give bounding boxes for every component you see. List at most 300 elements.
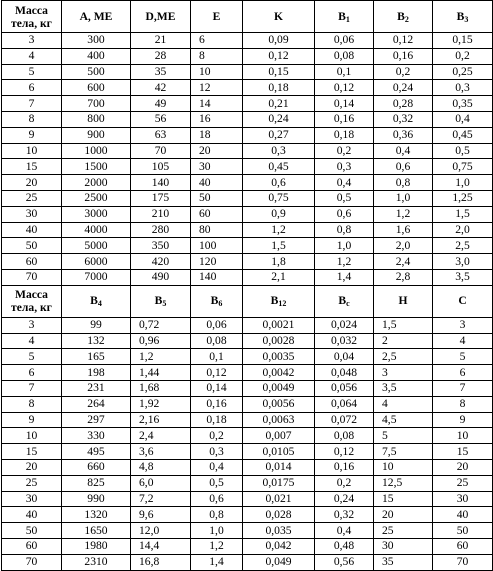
value-cell: 280: [131, 222, 191, 238]
value-cell: 3,6: [131, 444, 191, 460]
value-cell: 42: [131, 80, 191, 96]
value-cell: 490: [131, 269, 191, 285]
column-header-label: B: [90, 294, 98, 308]
value-cell: 1,0: [191, 523, 243, 539]
value-cell: 0,12: [315, 80, 374, 96]
body-mass-cell: 25: [2, 475, 62, 491]
column-header-label: H: [398, 294, 408, 308]
value-cell: 0,25: [433, 64, 493, 80]
value-cell: 2,1: [243, 269, 315, 285]
value-cell: 1650: [62, 523, 131, 539]
column-header-label: Масса тела, кг: [11, 288, 52, 315]
value-cell: 0,4: [191, 459, 243, 475]
body-mass-cell: 40: [2, 222, 62, 238]
value-cell: 297: [62, 412, 131, 428]
value-cell: 495: [62, 444, 131, 460]
value-cell: 0,042: [243, 538, 315, 554]
body-mass-cell: 60: [2, 538, 62, 554]
value-cell: 0,0042: [243, 365, 315, 381]
value-cell: 175: [131, 190, 191, 206]
value-cell: 0,04: [315, 349, 374, 365]
value-cell: 1,0: [433, 175, 493, 191]
value-cell: 4,8: [131, 459, 191, 475]
value-cell: 0,6: [374, 159, 433, 175]
value-cell: 28: [131, 48, 191, 64]
value-cell: 0,14: [315, 96, 374, 112]
column-header-subscript: 12: [278, 299, 287, 309]
value-cell: 12: [191, 80, 243, 96]
table-row: [2, 380, 493, 396]
table-row: [2, 254, 493, 270]
value-cell: 1000: [62, 143, 131, 159]
value-cell: 40: [191, 175, 243, 191]
column-header-subscript: 4: [97, 299, 102, 309]
value-cell: 0,08: [315, 48, 374, 64]
value-cell: 4: [374, 396, 433, 412]
column-header: [243, 1, 315, 33]
table-row: [2, 111, 493, 127]
value-cell: 1,5: [433, 206, 493, 222]
value-cell: 60: [191, 206, 243, 222]
value-cell: 0,3: [243, 143, 315, 159]
value-cell: 0,6: [243, 175, 315, 191]
value-cell: 1,68: [131, 380, 191, 396]
value-cell: 0,15: [433, 33, 493, 49]
value-cell: 10: [433, 428, 493, 444]
value-cell: 0,5: [191, 475, 243, 491]
body-mass-cell: 60: [2, 254, 62, 270]
value-cell: 0,18: [315, 127, 374, 143]
value-cell: 18: [191, 127, 243, 143]
value-cell: 0,12: [243, 48, 315, 64]
value-cell: 0,048: [315, 365, 374, 381]
column-header-label: E: [212, 9, 221, 23]
table-row: [2, 475, 493, 491]
value-cell: 0,1: [191, 349, 243, 365]
value-cell: 0,0035: [243, 349, 315, 365]
value-cell: 35: [131, 64, 191, 80]
value-cell: 5: [433, 349, 493, 365]
table-row: [2, 523, 493, 539]
body-mass-cell: 40: [2, 507, 62, 523]
column-header-label: B: [397, 9, 405, 23]
value-cell: 0,4: [315, 175, 374, 191]
table-row: [2, 175, 493, 191]
body-mass-cell: 30: [2, 491, 62, 507]
value-cell: 63: [131, 127, 191, 143]
value-cell: 300: [62, 33, 131, 49]
value-cell: 0,024: [315, 317, 374, 333]
value-cell: 50: [191, 190, 243, 206]
value-cell: 0,12: [374, 33, 433, 49]
value-cell: 0,45: [243, 159, 315, 175]
table-row: [2, 554, 493, 570]
value-cell: 30: [374, 538, 433, 554]
value-cell: 0,4: [433, 111, 493, 127]
value-cell: 210: [131, 206, 191, 222]
value-cell: 4000: [62, 222, 131, 238]
value-cell: 0,75: [243, 190, 315, 206]
value-cell: 120: [191, 254, 243, 270]
value-cell: 0,09: [243, 33, 315, 49]
body-mass-cell: 5: [2, 349, 62, 365]
value-cell: 56: [131, 111, 191, 127]
table-row: [2, 349, 493, 365]
column-header-label: Масса тела, кг: [11, 3, 52, 30]
value-cell: 70: [131, 143, 191, 159]
value-cell: 0,24: [315, 491, 374, 507]
value-cell: 1,6: [374, 222, 433, 238]
table-row: [2, 222, 493, 238]
value-cell: 99: [62, 317, 131, 333]
value-cell: 0,014: [243, 459, 315, 475]
body-mass-cell: 10: [2, 143, 62, 159]
value-cell: 0,12: [191, 365, 243, 381]
value-cell: 16,8: [131, 554, 191, 570]
value-cell: 140: [191, 269, 243, 285]
body-mass-cell: 50: [2, 238, 62, 254]
column-header-label: C: [458, 294, 467, 308]
value-cell: 30: [433, 491, 493, 507]
column-header-label: B: [456, 9, 465, 23]
table-row: [2, 190, 493, 206]
body-mass-cell: 25: [2, 190, 62, 206]
value-cell: 0,3: [315, 159, 374, 175]
value-cell: 15: [374, 491, 433, 507]
value-cell: 1,4: [315, 269, 374, 285]
value-cell: 2,0: [374, 238, 433, 254]
body-mass-cell: 6: [2, 365, 62, 381]
value-cell: 2,0: [433, 222, 493, 238]
value-cell: 0,18: [191, 412, 243, 428]
value-cell: 0,028: [243, 507, 315, 523]
value-cell: 105: [131, 159, 191, 175]
value-cell: 6: [433, 365, 493, 381]
value-cell: 0,21: [243, 96, 315, 112]
table-row: [2, 491, 493, 507]
value-cell: 0,4: [374, 143, 433, 159]
value-cell: 14: [191, 96, 243, 112]
body-mass-cell: 70: [2, 554, 62, 570]
value-cell: 0,72: [131, 317, 191, 333]
value-cell: 420: [131, 254, 191, 270]
value-cell: 1,44: [131, 365, 191, 381]
table-row: [2, 507, 493, 523]
value-cell: 350: [131, 238, 191, 254]
value-cell: 0,064: [315, 396, 374, 412]
value-cell: 0,8: [315, 222, 374, 238]
value-cell: 800: [62, 111, 131, 127]
value-cell: 0,0049: [243, 380, 315, 396]
value-cell: 0,0021: [243, 317, 315, 333]
value-cell: 0,45: [433, 127, 493, 143]
value-cell: 49: [131, 96, 191, 112]
value-cell: 0,2: [374, 64, 433, 80]
column-header-label: B: [338, 9, 346, 23]
value-cell: 0,18: [243, 80, 315, 96]
value-cell: 0,0028: [243, 333, 315, 349]
value-cell: 0,27: [243, 127, 315, 143]
column-header-subscript: 5: [162, 299, 167, 309]
column-header: [62, 1, 131, 33]
value-cell: 0,14: [191, 380, 243, 396]
column-header: [131, 1, 191, 33]
value-cell: 20: [374, 507, 433, 523]
body-mass-cell: 9: [2, 127, 62, 143]
table-row: [2, 80, 493, 96]
table-row: [2, 365, 493, 381]
value-cell: 0,24: [243, 111, 315, 127]
value-cell: 4,5: [374, 412, 433, 428]
value-cell: 35: [374, 554, 433, 570]
value-cell: 0,36: [374, 127, 433, 143]
value-cell: 2,8: [374, 269, 433, 285]
value-cell: 40: [433, 507, 493, 523]
table-row: [2, 96, 493, 112]
column-header-label: D,ME: [145, 9, 176, 23]
value-cell: 1980: [62, 538, 131, 554]
column-header: [315, 1, 374, 33]
body-mass-cell: 5: [2, 64, 62, 80]
value-cell: 10: [191, 64, 243, 80]
body-mass-cell: 7: [2, 380, 62, 396]
column-header-label: A, ME: [79, 9, 113, 23]
value-cell: 10: [374, 459, 433, 475]
value-cell: 0,3: [191, 444, 243, 460]
column-header-subscript: 3: [464, 14, 469, 24]
body-mass-cell: 20: [2, 175, 62, 191]
table-row: [2, 444, 493, 460]
value-cell: 6,0: [131, 475, 191, 491]
value-cell: 16: [191, 111, 243, 127]
value-cell: 8: [191, 48, 243, 64]
body-mass-cell: 6: [2, 80, 62, 96]
body-mass-cell: 7: [2, 96, 62, 112]
value-cell: 1,4: [191, 554, 243, 570]
value-cell: 14,4: [131, 538, 191, 554]
value-cell: 50: [433, 523, 493, 539]
value-cell: 12,5: [374, 475, 433, 491]
body-mass-cell: 30: [2, 206, 62, 222]
column-header: [2, 285, 62, 317]
table-row: [2, 459, 493, 475]
value-cell: 0,08: [191, 333, 243, 349]
body-mass-cell: 15: [2, 159, 62, 175]
value-cell: 0,8: [374, 175, 433, 191]
header-row: [2, 285, 493, 317]
value-cell: 0,032: [315, 333, 374, 349]
value-cell: 0,072: [315, 412, 374, 428]
value-cell: 5: [374, 428, 433, 444]
body-mass-cell: 15: [2, 444, 62, 460]
value-cell: 20: [191, 143, 243, 159]
value-cell: 60: [433, 538, 493, 554]
table-row: [2, 48, 493, 64]
column-header: [131, 285, 191, 317]
value-cell: 231: [62, 380, 131, 396]
column-header: [243, 285, 315, 317]
value-cell: 0,06: [315, 33, 374, 49]
table-row: [2, 33, 493, 49]
value-cell: 0,5: [433, 143, 493, 159]
value-cell: 0,15: [243, 64, 315, 80]
value-cell: 400: [62, 48, 131, 64]
value-cell: 7000: [62, 269, 131, 285]
column-header: [191, 1, 243, 33]
value-cell: 700: [62, 96, 131, 112]
value-cell: 198: [62, 365, 131, 381]
table-row: [2, 206, 493, 222]
value-cell: 1,2: [315, 254, 374, 270]
value-cell: 0,2: [433, 48, 493, 64]
column-header-label: B: [338, 294, 347, 308]
value-cell: 9: [433, 412, 493, 428]
value-cell: 9,6: [131, 507, 191, 523]
value-cell: 3,5: [433, 269, 493, 285]
value-cell: 100: [191, 238, 243, 254]
value-cell: 0,08: [315, 428, 374, 444]
value-cell: 825: [62, 475, 131, 491]
value-cell: 1,0: [374, 190, 433, 206]
value-cell: 3000: [62, 206, 131, 222]
value-cell: 7,5: [374, 444, 433, 460]
value-cell: 500: [62, 64, 131, 80]
value-cell: 1,2: [374, 206, 433, 222]
value-cell: 0,2: [191, 428, 243, 444]
body-mass-cell: 8: [2, 111, 62, 127]
column-header: [62, 285, 131, 317]
value-cell: 80: [191, 222, 243, 238]
value-cell: 0,35: [433, 96, 493, 112]
value-cell: 30: [191, 159, 243, 175]
value-cell: 5000: [62, 238, 131, 254]
value-cell: 330: [62, 428, 131, 444]
table-row: [2, 127, 493, 143]
body-mass-cell: 3: [2, 33, 62, 49]
value-cell: 0,75: [433, 159, 493, 175]
value-cell: 0,0063: [243, 412, 315, 428]
value-cell: 2310: [62, 554, 131, 570]
value-cell: 3: [433, 317, 493, 333]
value-cell: 0,6: [191, 491, 243, 507]
value-cell: 600: [62, 80, 131, 96]
body-mass-cell: 10: [2, 428, 62, 444]
table-row: [2, 317, 493, 333]
value-cell: 660: [62, 459, 131, 475]
body-mass-cell: 20: [2, 459, 62, 475]
vitamin-dosage-table: [1, 0, 493, 571]
value-cell: 0,007: [243, 428, 315, 444]
value-cell: 1,2: [243, 222, 315, 238]
body-mass-cell: 8: [2, 396, 62, 412]
value-cell: 1,25: [433, 190, 493, 206]
value-cell: 7: [433, 380, 493, 396]
body-mass-cell: 70: [2, 269, 62, 285]
value-cell: 0,4: [315, 523, 374, 539]
table-row: [2, 333, 493, 349]
value-cell: 990: [62, 491, 131, 507]
value-cell: 0,16: [315, 459, 374, 475]
value-cell: 0,2: [315, 143, 374, 159]
body-mass-cell: 4: [2, 48, 62, 64]
body-mass-cell: 9: [2, 412, 62, 428]
value-cell: 0,3: [433, 80, 493, 96]
column-header: [374, 1, 433, 33]
table-row: [2, 412, 493, 428]
column-header: [191, 285, 243, 317]
value-cell: 4: [433, 333, 493, 349]
column-header-subscript: 2: [404, 14, 409, 24]
column-header: [315, 285, 374, 317]
value-cell: 3: [374, 365, 433, 381]
value-cell: 3,0: [433, 254, 493, 270]
value-cell: 6000: [62, 254, 131, 270]
value-cell: 2,4: [374, 254, 433, 270]
value-cell: 1,2: [131, 349, 191, 365]
value-cell: 1,8: [243, 254, 315, 270]
value-cell: 1,2: [191, 538, 243, 554]
value-cell: 1320: [62, 507, 131, 523]
value-cell: 0,049: [243, 554, 315, 570]
value-cell: 0,6: [315, 206, 374, 222]
column-header: [433, 285, 493, 317]
value-cell: 0,16: [374, 48, 433, 64]
column-header-subscript: 1: [345, 14, 350, 24]
value-cell: 0,24: [374, 80, 433, 96]
value-cell: 2,5: [374, 349, 433, 365]
value-cell: 0,0056: [243, 396, 315, 412]
table-row: [2, 396, 493, 412]
value-cell: 0,48: [315, 538, 374, 554]
value-cell: 20: [433, 459, 493, 475]
column-header-subscript: c: [346, 299, 350, 309]
value-cell: 900: [62, 127, 131, 143]
value-cell: 0,035: [243, 523, 315, 539]
column-header-label: B: [154, 294, 163, 308]
value-cell: 0,056: [315, 380, 374, 396]
value-cell: 2500: [62, 190, 131, 206]
body-mass-cell: 4: [2, 333, 62, 349]
value-cell: 0,9: [243, 206, 315, 222]
value-cell: 0,0175: [243, 475, 315, 491]
value-cell: 2: [374, 333, 433, 349]
value-cell: 0,16: [191, 396, 243, 412]
value-cell: 0,2: [315, 475, 374, 491]
value-cell: 8: [433, 396, 493, 412]
column-header: [2, 1, 62, 33]
value-cell: 2,5: [433, 238, 493, 254]
value-cell: 15: [433, 444, 493, 460]
value-cell: 0,5: [315, 190, 374, 206]
value-cell: 70: [433, 554, 493, 570]
value-cell: 1500: [62, 159, 131, 175]
value-cell: 0,32: [315, 507, 374, 523]
table-row: [2, 238, 493, 254]
table-row: [2, 428, 493, 444]
body-mass-cell: 3: [2, 317, 62, 333]
value-cell: 0,0105: [243, 444, 315, 460]
column-header: [374, 285, 433, 317]
header-row: [2, 1, 493, 33]
value-cell: 3,5: [374, 380, 433, 396]
value-cell: 0,16: [315, 111, 374, 127]
value-cell: 25: [374, 523, 433, 539]
value-cell: 25: [433, 475, 493, 491]
value-cell: 140: [131, 175, 191, 191]
value-cell: 6: [191, 33, 243, 49]
value-cell: 2,4: [131, 428, 191, 444]
value-cell: 0,8: [191, 507, 243, 523]
